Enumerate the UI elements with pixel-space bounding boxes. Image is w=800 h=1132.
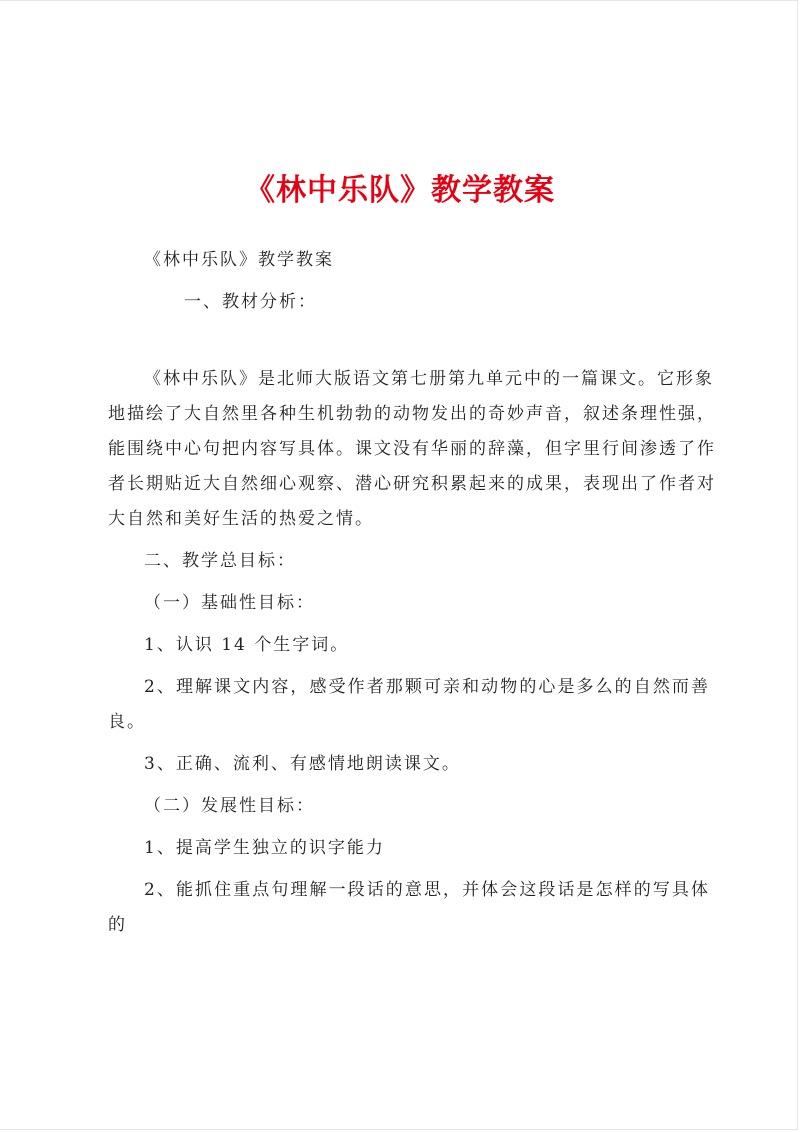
- dev-goal-line: 2、能抓住重点句理解一段话的意思，并体会这段话是怎样的写具体: [144, 880, 710, 900]
- section-heading-materials: 一、教材分析：: [184, 292, 317, 312]
- intro-paragraph: [108, 362, 716, 537]
- basic-goal-item: 1、认识 14 个生字词。: [144, 635, 350, 655]
- basic-goal-line: 良。: [108, 712, 146, 732]
- basic-goal-line: 2、理解课文内容，感受作者那颗可亲和动物的心是多么的自然而善: [144, 677, 710, 697]
- intro-line: 地描绘了大自然里各种生机勃勃的动物发出的奇妙声音，叙述条理性强，: [108, 404, 716, 424]
- document-body: [108, 243, 716, 950]
- intro-line: 者长期贴近大自然细心观察、潜心研究积累起来的成果，表现出了作者对: [108, 474, 716, 494]
- intro-line: 能围绕中心句把内容写具体。课文没有华丽的辞藻，但字里行间渗透了作: [108, 439, 716, 459]
- dev-goal-item: [108, 873, 710, 943]
- subheading-dev-goals: （二）发展性目标：: [144, 796, 315, 816]
- intro-line: 大自然和美好生活的热爱之情。: [108, 509, 374, 529]
- section-heading-goals: 二、教学总目标：: [144, 551, 296, 571]
- dev-goal-item: 1、提高学生独立的识字能力: [144, 838, 385, 858]
- subtitle: 《林中乐队》教学教案: [144, 250, 334, 270]
- document-title: 《林中乐队》教学教案: [245, 173, 555, 208]
- basic-goal-item: 3、正确、流利、有感情地朗读课文。: [144, 754, 461, 774]
- subheading-basic-goals: （一）基础性目标：: [144, 593, 315, 613]
- basic-goal-item: [108, 670, 710, 740]
- intro-line: 《林中乐队》是北师大版语文第七册第九单元中的一篇课文。它形象: [144, 369, 714, 389]
- dev-goal-line: 的: [108, 915, 127, 935]
